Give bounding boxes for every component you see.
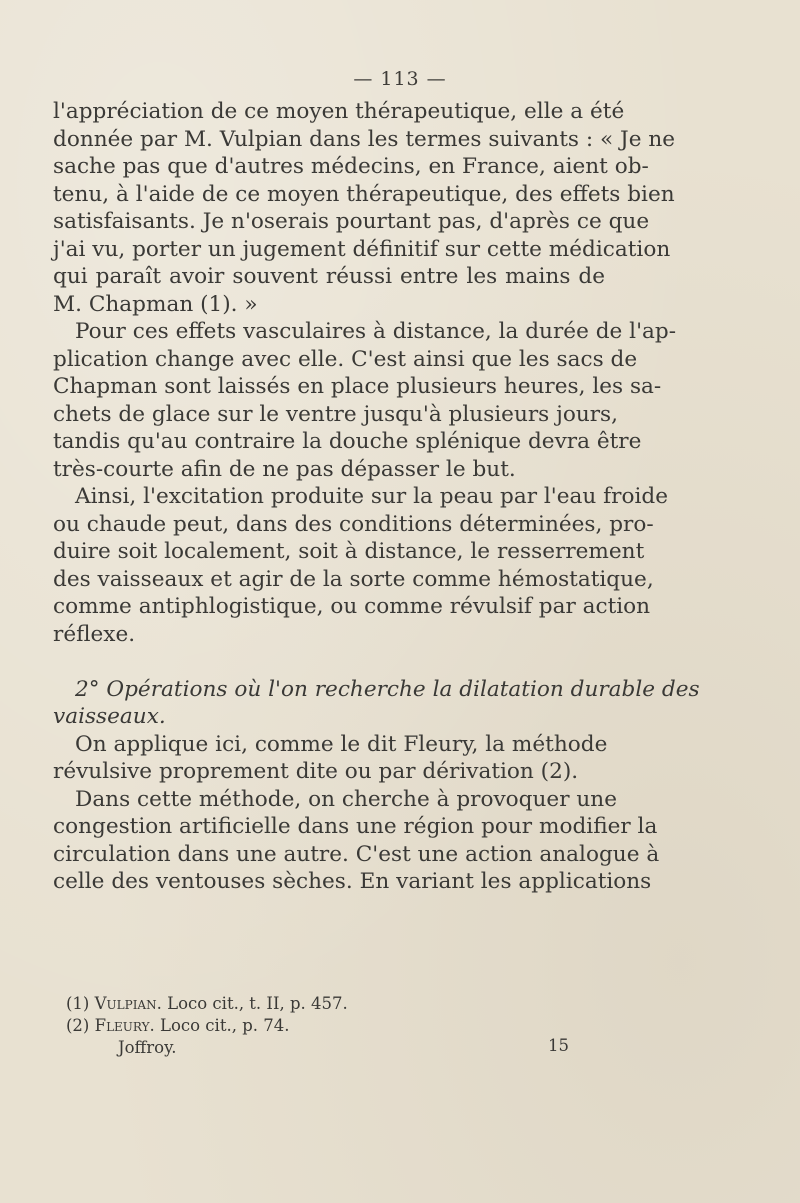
footnote — [66, 993, 606, 1015]
sheet-number: 15 — [548, 1036, 569, 1055]
text-line: très-courte afin de ne pas dépasser le but. — [53, 456, 516, 482]
text-line: Dans cette méthode, on cherche à provoquer une — [75, 786, 617, 812]
section-heading: 2° Opérations où l'on recherche la dilatation durable des — [75, 676, 700, 702]
text-line: l'appréciation de ce moyen thérapeutique, elle a été — [53, 99, 625, 124]
text-line: Pour ces effets vasculaires à distance, la durée de l'ap- — [75, 319, 677, 344]
text-line: satisfaisants. Je n'oserais pourtant pas, d'après ce que — [53, 209, 650, 234]
text-line: réflexe. — [53, 621, 136, 647]
text-line: congestion artificielle dans une région pour modifier la — [53, 814, 658, 839]
text-line: Ainsi, l'excitation produite sur la peau par l'eau froide — [75, 484, 668, 509]
text-line: plication change avec elle. C'est ainsi que les sacs de — [53, 346, 638, 372]
footnote-reference: Loco cit., t. II, p. 457. — [167, 994, 348, 1013]
footnote-reference: Loco cit., p. 74. — [160, 1016, 290, 1035]
footnotes — [66, 993, 606, 1037]
text-line: celle des ventouses sèches. En variant les applications — [53, 869, 652, 894]
text-line: ou chaude peut, dans des conditions déterminées, pro- — [53, 511, 654, 537]
text-line: On applique ici, comme le dit Fleury, la méthode — [75, 731, 608, 757]
text-line: tenu, à l'aide de ce moyen thérapeutique, des effets bien — [53, 181, 675, 207]
text-line: circulation dans une autre. C'est une action analogue à — [53, 841, 660, 867]
footnote — [66, 1015, 606, 1037]
text-line: qui paraît avoir souvent réussi entre les mains de — [53, 264, 605, 289]
paragraph-gap — [53, 648, 605, 676]
text-line: chets de glace sur le ventre jusqu'à plusieurs jours, — [53, 401, 619, 427]
footnote-marker: (1) — [66, 994, 90, 1013]
text-line: comme antiphlogistique, ou comme révulsif par action — [53, 594, 651, 619]
footnote-marker: (2) — [66, 1016, 90, 1035]
footnote-author: Fleury. — [94, 1016, 155, 1035]
body-text — [53, 98, 700, 896]
text-line: révulsive proprement dite ou par dérivation (2). — [53, 759, 579, 784]
text-line: des vaisseaux et agir de la sorte comme hémostatique, — [53, 566, 654, 592]
signature-mark: Joffroy. — [118, 1038, 177, 1057]
text-line: sache pas que d'autres médecins, en France, aient ob- — [53, 154, 649, 179]
text-line: tandis qu'au contraire la douche splénique devra être — [53, 429, 642, 454]
page-number: — 113 — — [353, 68, 447, 90]
section-heading: vaisseaux. — [53, 704, 166, 729]
text-line: Chapman sont laissés en place plusieurs heures, les sa- — [53, 374, 662, 399]
text-line: duire soit localement, soit à distance, le resserrement — [53, 539, 645, 564]
text-line: j'ai vu, porter un jugement définitif sur cette médication — [53, 236, 671, 262]
footnote-author: Vulpian. — [94, 994, 162, 1013]
text-line: M. Chapman (1). » — [53, 291, 258, 317]
text-line: donnée par M. Vulpian dans les termes suivants : « Je ne — [53, 126, 676, 152]
